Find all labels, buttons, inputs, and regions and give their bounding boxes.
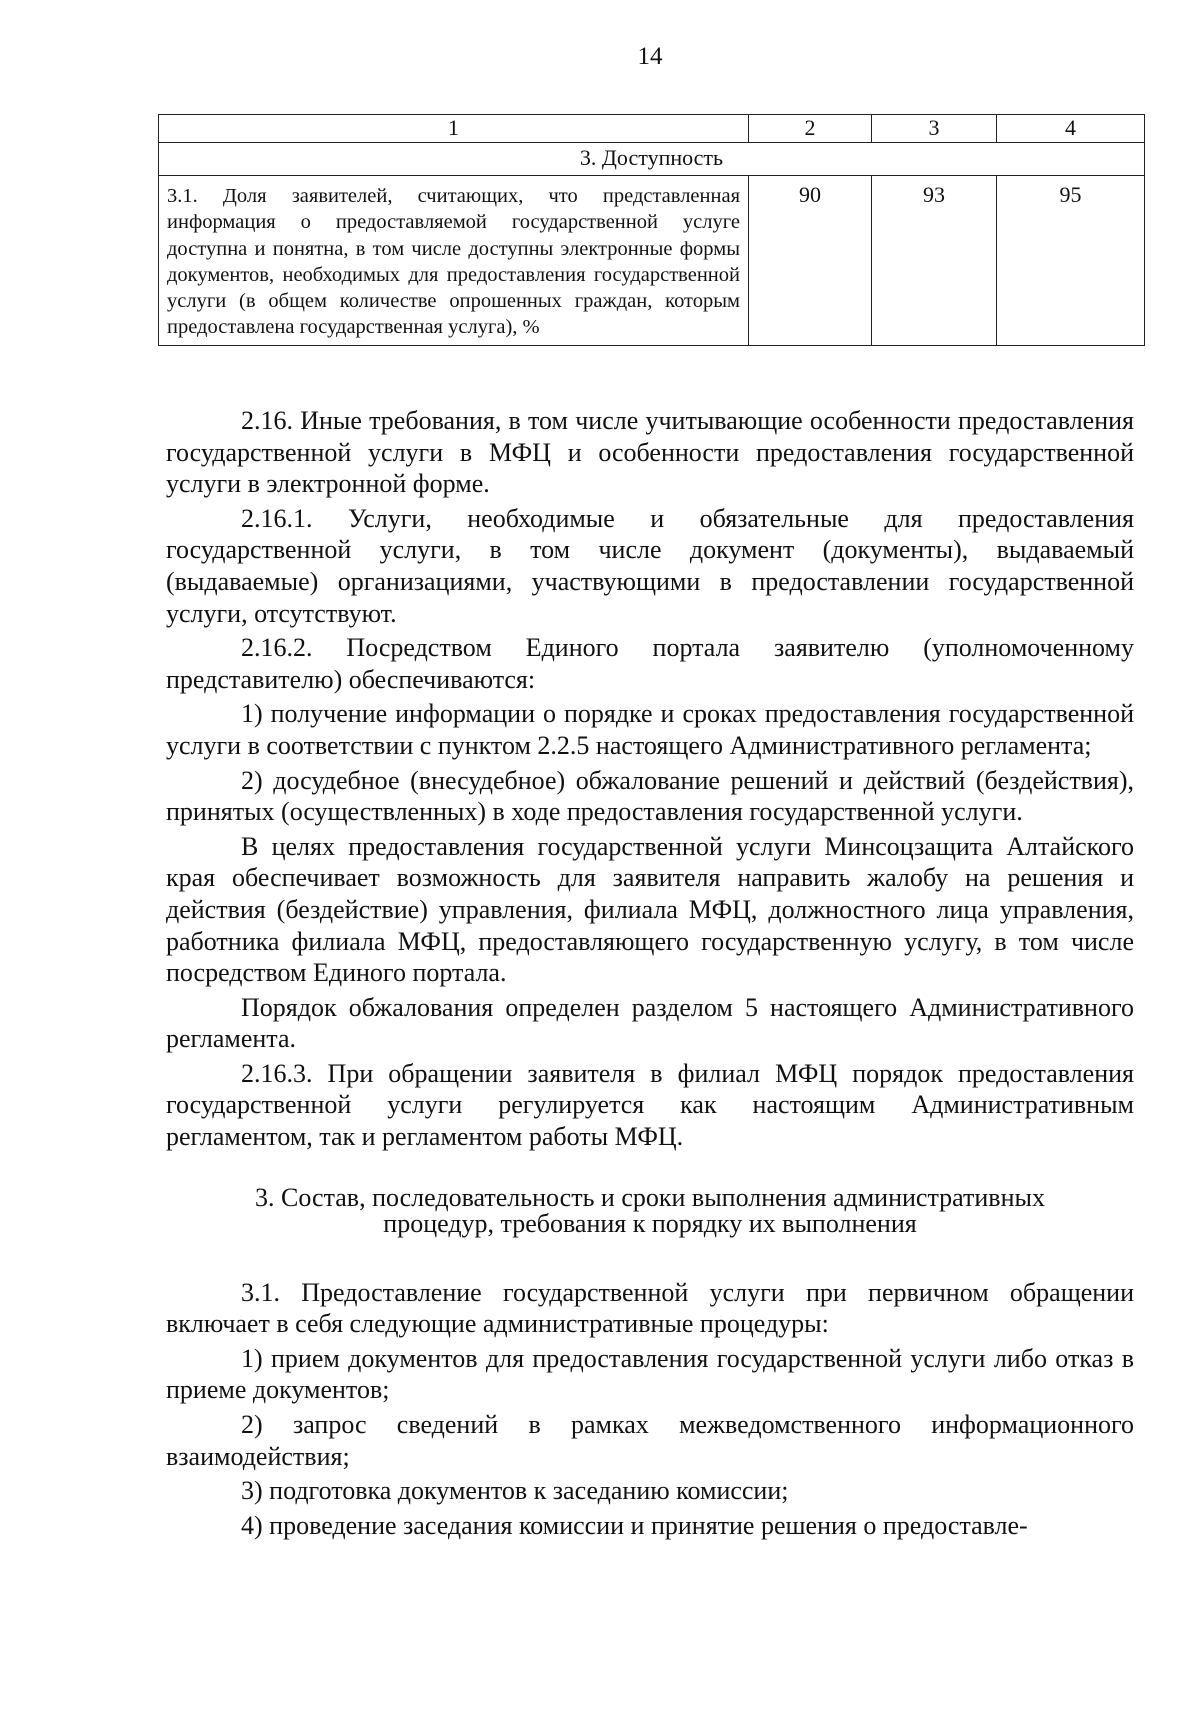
paragraph: Порядок обжалования определен разделом 5 настоящего Административного регламента. [166,992,1134,1054]
page-number: 14 [637,43,663,70]
paragraph: 2.16.1. Услуги, необходимые и обязательные для предоставления государственной услуги, в том числе документ (документы), выдаваемый (выдаваемые) организациями, участвующими в предоставлении государственной услуги, отсутствуют. [166,503,1134,628]
table-header-cell: 2 [749,115,872,143]
paragraph: 2.16. Иные требования, в том числе учитывающие особенности предоставления государственной услуги в МФЦ и особенности предоставления государственной услуги в электронной форме. [166,406,1134,499]
table-row [159,176,1145,346]
section-heading: 3. Состав, последовательность и сроки выполнения административных процедур, требования к порядку их выполнения [255,1182,1045,1238]
list-item: 3) подготовка документов к заседанию комиссии; [241,1476,789,1506]
paragraph: 3.1. Предоставление государственной услуги при первичном обращении включает в себя следующие административные процедуры: [166,1277,1134,1339]
paragraph: 2.16.2. Посредством Единого портала заявителю (уполномоченному представителю) обеспечиваются: [166,633,1134,694]
indicator-description: 3.1. Доля заявителей, считающих, что представленная информация о предоставляемой государственной услуге доступна и понятна, в том числе доступны электронные формы документов, необходимых для предоставления государственной услуги (в общем количестве опрошенных граждан, которым предоставлена государственная услуга), % [159,176,749,346]
table-header-cell: 4 [997,115,1145,143]
indicator-value: 90 [749,176,872,346]
paragraph: В целях предоставления государственной услуги Минсоцзащита Алтайского края обеспечивает возможность для заявителя направить жалобу на решения и действия (бездействие) управления, филиала МФЦ, должностного лица управления, работника филиала МФЦ, предоставляющего государственную услугу, в том числе посредством Единого портала. [166,831,1134,988]
indicators-table [158,114,1145,346]
list-item: 2) досудебное (внесудебное) обжалование решений и действий (бездействия), принятых (осуществленных) в ходе предоставления государственной услуги. [166,765,1134,827]
table-header-cell: 3 [872,115,997,143]
list-item: 1) прием документов для предоставления государственной услуги либо отказ в приеме документов; [166,1343,1134,1405]
indicator-value: 95 [997,176,1145,346]
document-body [166,405,1134,1541]
table-section-title: 3. Доступность [159,143,1145,176]
list-item: 1) получение информации о порядке и сроках предоставления государственной услуги в соответствии с пунктом 2.2.5 настоящего Административного регламента; [166,699,1134,760]
indicator-value: 93 [872,176,997,346]
table-section-row [159,143,1145,176]
list-item: 4) проведение заседания комиссии и принятие решения о предоставле- [241,1510,1028,1540]
paragraph: 2.16.3. При обращении заявителя в филиал МФЦ порядок предоставления государственной услуги регулируется как настоящим Административным регламентом, так и регламентом работы МФЦ. [166,1058,1134,1152]
list-item: 2) запрос сведений в рамках межведомственного информационного взаимодействия; [166,1410,1134,1471]
table-header-cell: 1 [159,115,749,143]
table-header-row [159,115,1145,143]
